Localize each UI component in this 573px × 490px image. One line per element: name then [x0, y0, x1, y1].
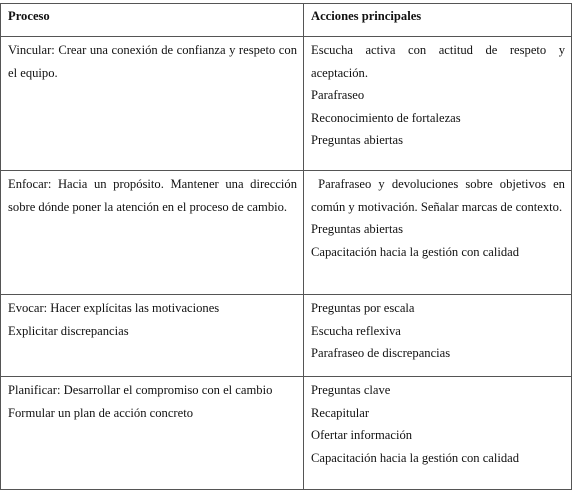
- table-row: [1, 377, 572, 490]
- header-acciones-principales: Acciones principales: [304, 4, 572, 37]
- table-row: [1, 37, 572, 171]
- action-item: Preguntas abiertas: [311, 222, 403, 236]
- actions-cell-enfocar: [304, 171, 572, 295]
- action-item: Ofertar información: [311, 428, 413, 442]
- action-item: Parafraseo de discrepancias: [311, 346, 451, 360]
- actions-cell-vincular: [304, 37, 572, 171]
- header-proceso: Proceso: [1, 4, 304, 37]
- action-item: Capacitación hacia la gestión con calidad: [311, 450, 520, 465]
- action-item: Reconocimiento de fortalezas: [311, 110, 461, 125]
- table-header-row: [1, 4, 572, 37]
- process-cell-evocar: [1, 295, 304, 377]
- process-text: Formular un plan de acción concreto: [8, 405, 193, 420]
- action-item: Preguntas clave: [311, 383, 391, 397]
- process-cell-enfocar: [1, 171, 304, 295]
- process-cell-planificar: [1, 377, 304, 490]
- process-text: Vincular: Crear una conexión de confianza y respeto con el equipo.: [8, 43, 297, 80]
- actions-cell-planificar: [304, 377, 572, 490]
- process-text: Evocar: Hacer explícitas las motivaciones: [8, 301, 220, 315]
- actions-cell-evocar: [304, 295, 572, 377]
- process-text: Planificar: Desarrollar el compromiso con el cambio: [8, 383, 273, 397]
- table-row: [1, 171, 572, 295]
- process-text: Explicitar discrepancias: [8, 323, 129, 338]
- process-text: Enfocar: Hacia un propósito. Mantener una dirección sobre dónde poner la atención en el proceso de cambio.: [8, 177, 297, 214]
- action-item: Preguntas abiertas: [311, 133, 403, 147]
- action-item: Escucha reflexiva: [311, 323, 401, 338]
- table-row: [1, 295, 572, 377]
- process-cell-vincular: [1, 37, 304, 171]
- process-actions-table: [0, 3, 572, 490]
- action-item: Escucha activa con actitud de respeto y aceptación.: [311, 43, 565, 80]
- action-item: Parafraseo: [311, 88, 365, 102]
- action-item: Preguntas por escala: [311, 301, 415, 315]
- action-item: Recapitular: [311, 405, 370, 420]
- action-item: Capacitación hacia la gestión con calidad: [311, 244, 520, 259]
- action-item: Parafraseo y devoluciones sobre objetivos en común y motivación. Señalar marcas de contexto.: [311, 177, 569, 214]
